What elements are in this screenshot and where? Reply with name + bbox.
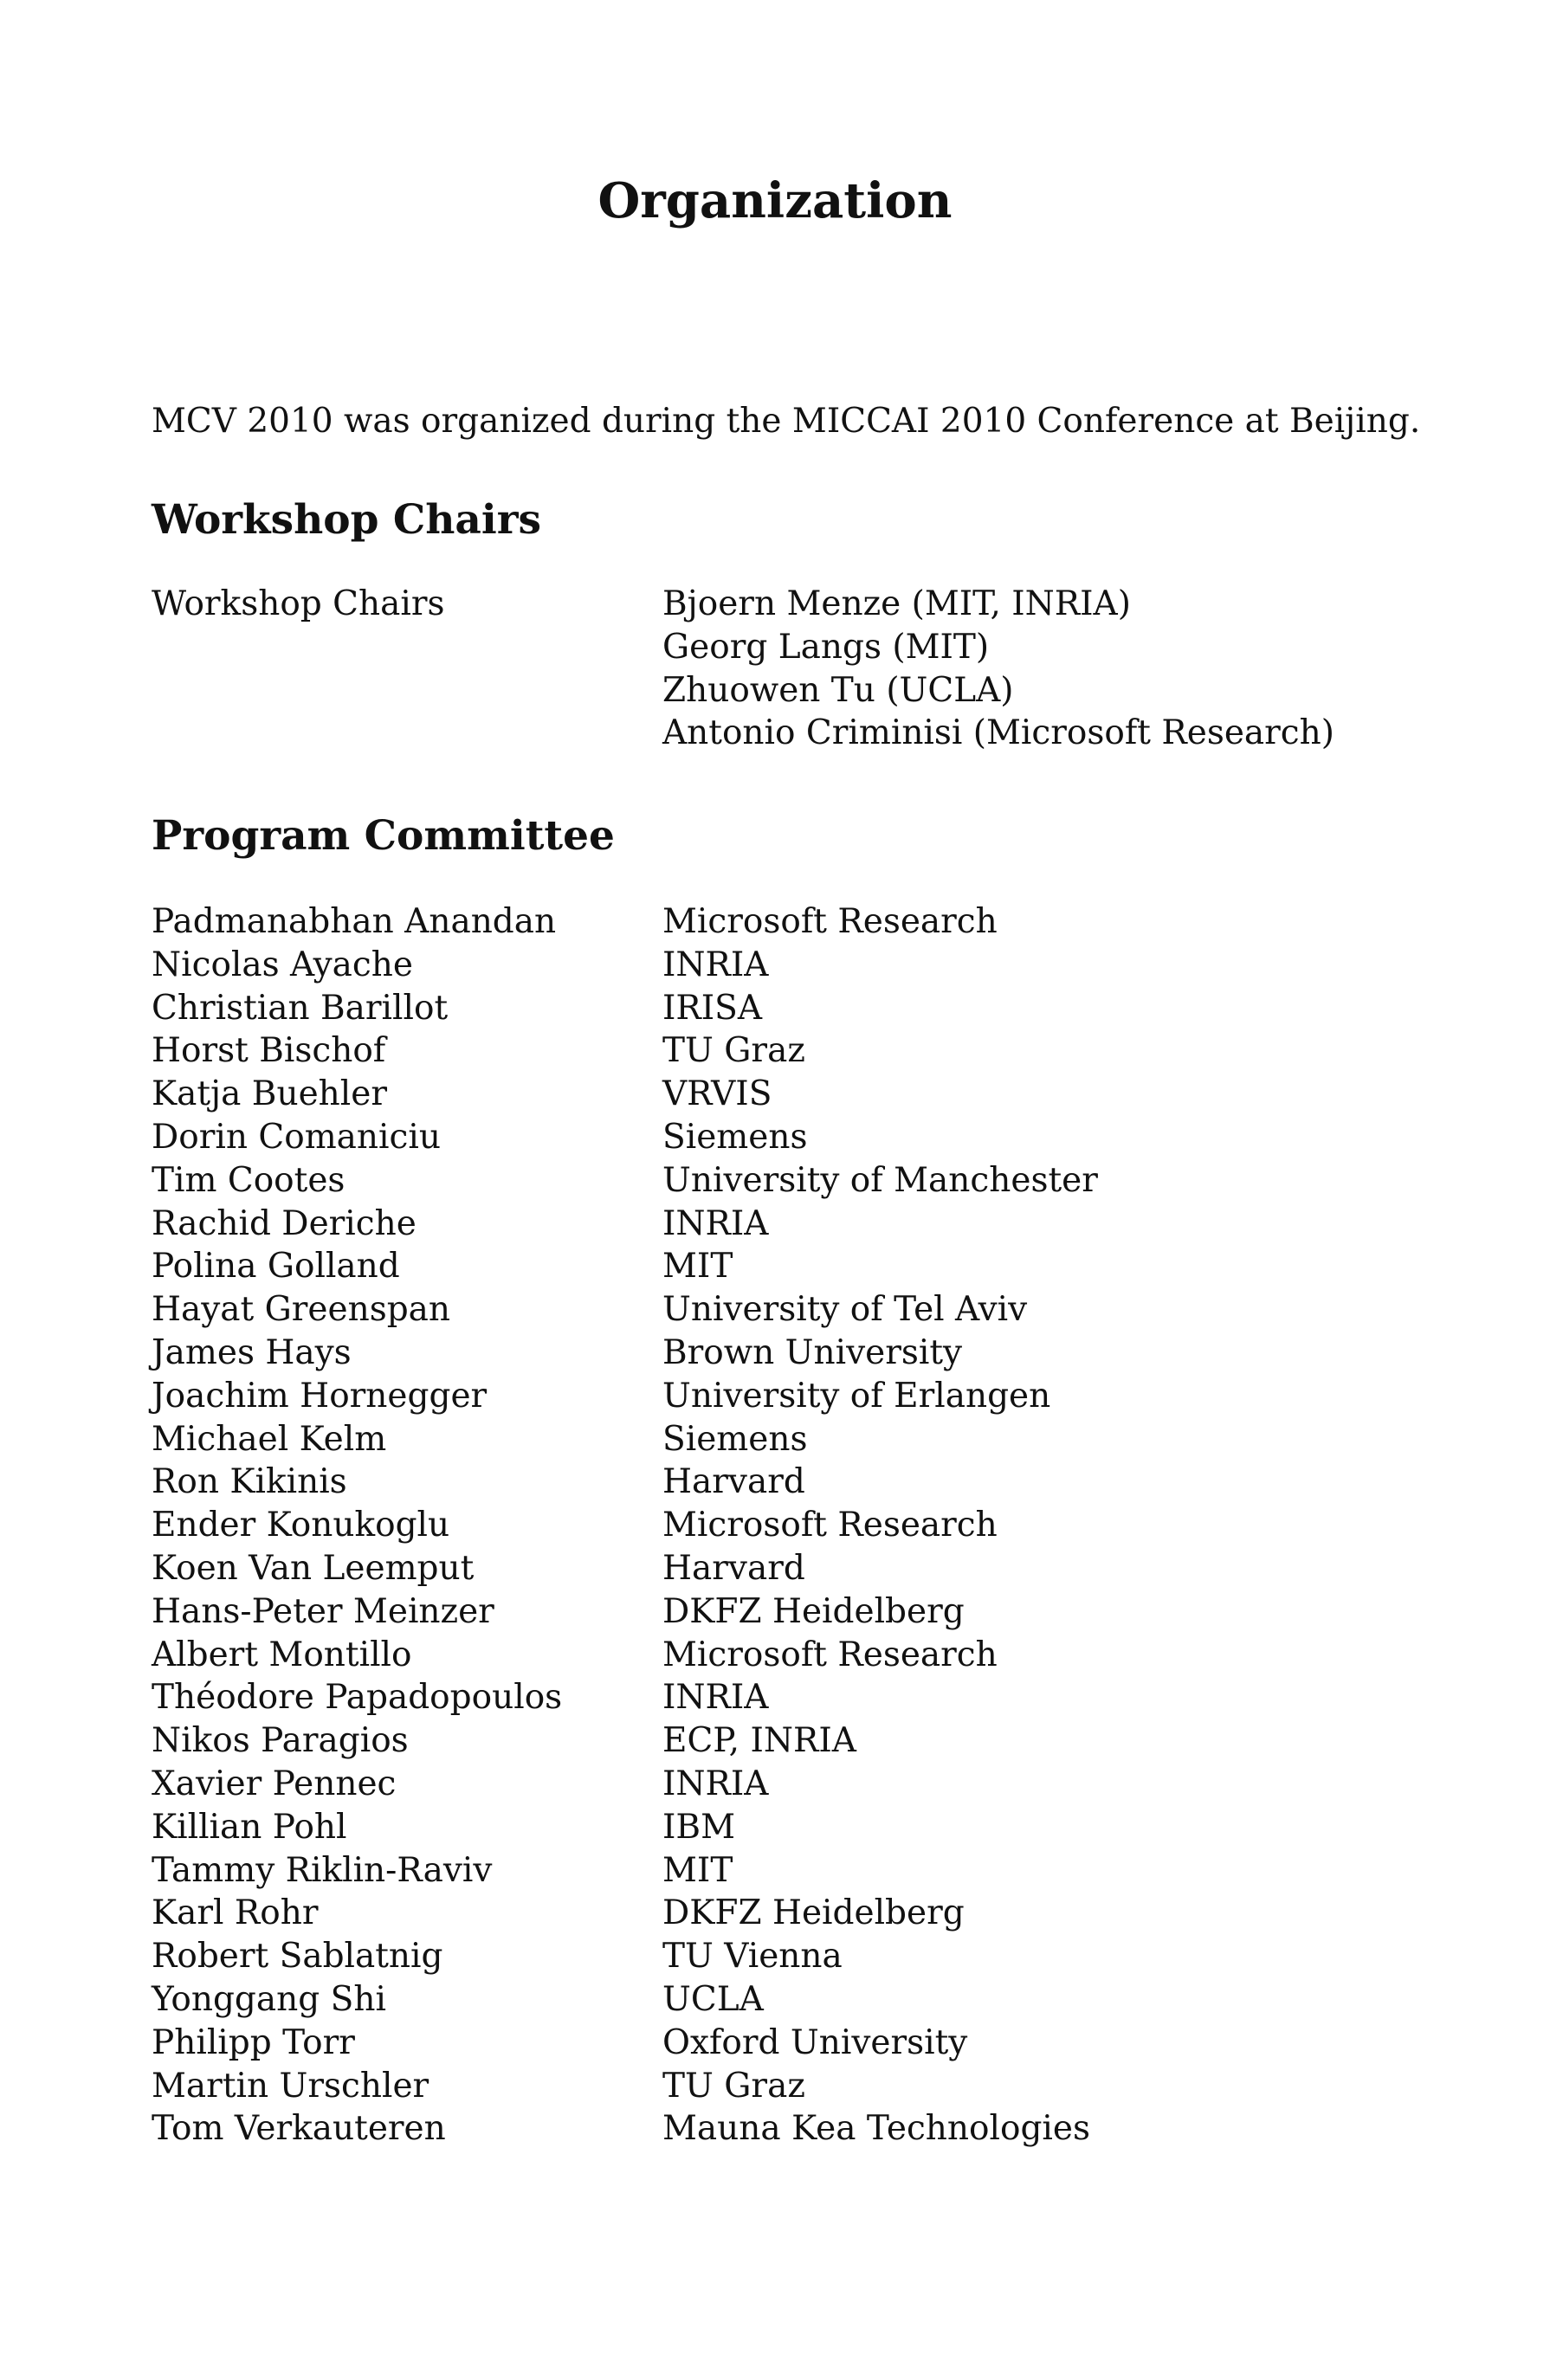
workshop-chairs-heading: Workshop Chairs (152, 496, 541, 544)
committee-member-affiliation: UCLA (662, 1979, 764, 2019)
committee-member-name: Xavier Pennec (152, 1764, 397, 1803)
committee-member-name: Hans-Peter Meinzer (152, 1591, 494, 1631)
committee-member-affiliation: Siemens (662, 1117, 808, 1157)
committee-member-name: Michael Kelm (152, 1419, 387, 1459)
committee-member-affiliation: Microsoft Research (662, 1506, 998, 1545)
committee-member-affiliation: VRVIS (662, 1074, 772, 1114)
committee-member-affiliation: Microsoft Research (662, 902, 998, 941)
committee-row (152, 2065, 1398, 2108)
committee-member-name: Nicolas Ayache (152, 945, 413, 984)
committee-member-affiliation: TU Graz (662, 2066, 805, 2106)
workshop-chairs-members (662, 583, 1398, 755)
workshop-chairs-row (152, 583, 1398, 755)
committee-member-name: Yonggang Shi (152, 1979, 386, 2019)
committee-row (152, 900, 1398, 944)
page-title: Organization (597, 172, 953, 229)
committee-member-name: Horst Bischof (152, 1031, 386, 1071)
committee-member-name: Tammy Riklin-Raviv (152, 1850, 493, 1890)
committee-member-affiliation: Harvard (662, 1548, 805, 1588)
committee-member-name: Dorin Comaniciu (152, 1117, 441, 1157)
committee-member-affiliation: University of Manchester (662, 1160, 1098, 1200)
committee-member-affiliation: Microsoft Research (662, 1635, 998, 1674)
committee-row (152, 1806, 1398, 1849)
committee-member-name: Polina Golland (152, 1247, 400, 1287)
committee-row (152, 1245, 1398, 1288)
committee-row (152, 1203, 1398, 1246)
workshop-chair-member: Zhuowen Tu (UCLA) (662, 670, 1014, 710)
committee-member-affiliation: DKFZ Heidelberg (662, 1591, 965, 1631)
committee-row (152, 1849, 1398, 1893)
committee-member-name: Tom Verkauteren (152, 2109, 446, 2149)
committee-member-name: Killian Pohl (152, 1807, 347, 1847)
committee-member-name: Christian Barillot (152, 988, 449, 1028)
committee-row (152, 1332, 1398, 1375)
committee-row (152, 1719, 1398, 1763)
committee-member-affiliation: INRIA (662, 1764, 769, 1803)
committee-row (152, 1029, 1398, 1073)
committee-row (152, 987, 1398, 1030)
committee-member-affiliation: Oxford University (662, 2022, 968, 2062)
workshop-chairs-table (152, 583, 1398, 755)
committee-member-name: Philipp Torr (152, 2022, 355, 2062)
committee-member-name: Rachid Deriche (152, 1203, 417, 1243)
committee-member-affiliation: MIT (662, 1247, 733, 1287)
committee-member-name: Katja Buehler (152, 1074, 387, 1114)
committee-row (152, 1116, 1398, 1159)
committee-member-name: Karl Rohr (152, 1893, 319, 1933)
committee-row (152, 1676, 1398, 1719)
intro-text: MCV 2010 was organized during the MICCAI 2010 Conference at Beijing. (152, 402, 1421, 441)
committee-member-affiliation: University of Erlangen (662, 1376, 1051, 1416)
committee-row (152, 1375, 1398, 1418)
committee-member-name: Albert Montillo (152, 1635, 412, 1674)
committee-member-affiliation: University of Tel Aviv (662, 1290, 1028, 1330)
committee-row (152, 1418, 1398, 1461)
committee-row (152, 1590, 1398, 1634)
committee-member-affiliation: IBM (662, 1807, 735, 1847)
committee-row (152, 1073, 1398, 1116)
committee-member-affiliation: IRISA (662, 988, 763, 1028)
committee-row (152, 2022, 1398, 2065)
committee-row (152, 1892, 1398, 1935)
committee-row (152, 1935, 1398, 1978)
committee-row (152, 1288, 1398, 1332)
workshop-chair-member: Bjoern Menze (MIT, INRIA) (662, 584, 1131, 623)
committee-member-affiliation: Siemens (662, 1419, 808, 1459)
committee-member-affiliation: Mauna Kea Technologies (662, 2109, 1090, 2149)
committee-row (152, 1461, 1398, 1504)
committee-member-name: James Hays (152, 1332, 352, 1372)
committee-row (152, 1763, 1398, 1806)
committee-member-name: Théodore Papadopoulos (152, 1678, 563, 1718)
committee-member-affiliation: DKFZ Heidelberg (662, 1893, 965, 1933)
committee-row (152, 1504, 1398, 1547)
workshop-chair-member: Antonio Criminisi (Microsoft Research) (662, 713, 1334, 753)
committee-member-name: Martin Urschler (152, 2066, 429, 2106)
committee-member-name: Ron Kikinis (152, 1462, 347, 1502)
committee-row (152, 1978, 1398, 2022)
committee-member-affiliation: MIT (662, 1850, 733, 1890)
committee-row (152, 2107, 1398, 2151)
committee-member-name: Nikos Paragios (152, 1721, 409, 1761)
committee-member-name: Ender Konukoglu (152, 1506, 450, 1545)
committee-member-affiliation: Brown University (662, 1332, 963, 1372)
committee-row (152, 1159, 1398, 1203)
committee-member-name: Koen Van Leemput (152, 1548, 475, 1588)
committee-member-name: Tim Cootes (152, 1160, 346, 1200)
workshop-chairs-label-cell (152, 583, 662, 755)
committee-member-affiliation: ECP, INRIA (662, 1721, 856, 1761)
committee-member-affiliation: TU Vienna (662, 1937, 843, 1977)
committee-member-affiliation: INRIA (662, 1678, 769, 1718)
committee-row (152, 1634, 1398, 1677)
program-committee-heading: Program Committee (152, 812, 615, 860)
committee-member-affiliation: Harvard (662, 1462, 805, 1502)
committee-member-affiliation: TU Graz (662, 1031, 805, 1071)
committee-row (152, 944, 1398, 987)
committee-row (152, 1547, 1398, 1590)
workshop-chair-member: Georg Langs (MIT) (662, 627, 990, 667)
committee-member-name: Robert Sablatnig (152, 1937, 443, 1977)
committee-member-name: Padmanabhan Anandan (152, 902, 557, 941)
committee-member-affiliation: INRIA (662, 945, 769, 984)
program-committee-table (152, 900, 1398, 2151)
workshop-chairs-label: Workshop Chairs (152, 584, 445, 623)
committee-member-name: Joachim Hornegger (152, 1376, 488, 1416)
committee-member-affiliation: INRIA (662, 1203, 769, 1243)
committee-member-name: Hayat Greenspan (152, 1290, 451, 1330)
